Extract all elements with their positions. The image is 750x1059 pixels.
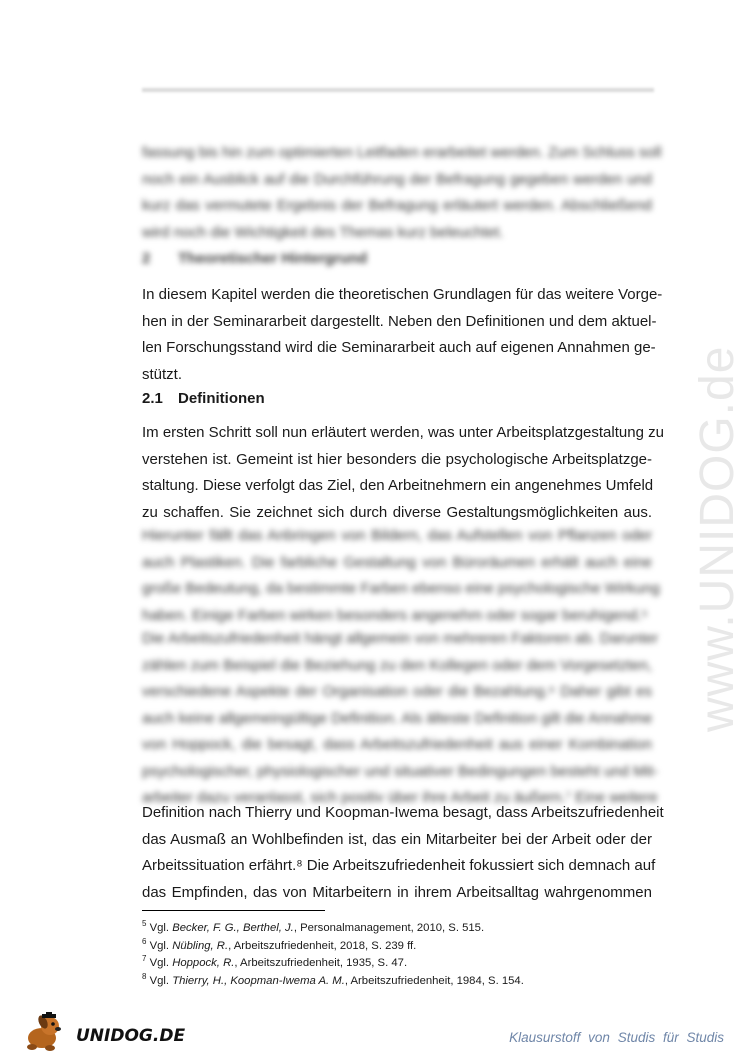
text-line: verstehen ist. Gemeint ist hier besonders die psychologische Arbeitsplatzge- (142, 450, 652, 468)
text-line: Arbeitssituation erfährt.⁸ Die Arbeitszufriedenheit fokussiert sich demnach auf (142, 857, 656, 874)
text-line: hen in der Seminararbeit dargestellt. Neben den Definitionen und dem aktuel- (142, 312, 657, 330)
text-line: stützt. (142, 365, 183, 383)
text-line: Die Arbeitszufriedenheit hängt allgemein von mehreren Faktoren ab. Darunter (142, 630, 659, 647)
footnote-rest: , Arbeitszufriedenheit, 1935, S. 47. (234, 957, 408, 969)
text-line: verschiedene Aspekte der Organisation oder die Bezahlung.⁶ Daher gibt es (142, 683, 652, 700)
text-line: das Empfinden, das von Mitarbeitern in ihrem Arbeitsalltag wahrgenommen (142, 883, 652, 901)
text-line: Im ersten Schritt soll nun erläutert werden, was unter Arbeitsplatzgestaltung zu (142, 424, 664, 441)
section-title: Theoretischer Hintergrund (178, 250, 368, 267)
text-line: kurz das vermutete Ergebnis der Befragung erläutert werden. Abschließend (142, 197, 652, 214)
footnote-rest: , Arbeitszufriedenheit, 1984, S. 154. (344, 974, 524, 987)
footnote-prefix: Vgl. (149, 974, 173, 987)
section-heading-2 (142, 250, 367, 267)
unidog-logo (20, 1012, 186, 1052)
watermark-text: www.UNIDOG.de (691, 345, 744, 732)
text-line: wird noch die Wichtigkeit des Themas kurz beleuchtet. (142, 223, 504, 241)
footnote (142, 955, 652, 973)
footnote-number: 6 (142, 936, 147, 946)
text-line: große Bedeutung, da bestimmte Farben ebenso eine psychologische Wirkung (142, 580, 660, 597)
footnote-author: Thierry, H., Koopman-Iwema A. M. (172, 974, 345, 987)
footnote-author: Nübling, R. (172, 939, 229, 952)
watermark (690, 282, 750, 732)
footer-tagline: Klausurstoff von Studis für Studis (509, 1030, 724, 1045)
blurred-intro-paragraph (142, 140, 662, 246)
text-line: von Hoppock, die besagt, dass Arbeitszufriedenheit aus einer Kombination (142, 736, 652, 753)
footnotes (142, 920, 652, 990)
text-line: auch keine allgemeingültige Definition. Als älteste Definition gilt die Annahme (142, 709, 653, 727)
text-line: Definition nach Thierry und Koopman-Iwema besagt, dass Arbeitszufriedenheit (142, 804, 664, 821)
text-line: haben. Einige Farben wirken besonders angenehm oder sogar beruhigend.⁵ (142, 606, 648, 624)
blurred-definition-paragraph (142, 523, 660, 629)
text-line: arbeiter dazu veranlasst, sich positiv über ihre Arbeit zu äußern.⁷ Eine weitere (142, 789, 658, 806)
logo-text: UNIDOG.DE (76, 1026, 186, 1046)
text-line: len Forschungsstand wird die Seminararbeit auch auf eigenen Annahmen ge- (142, 339, 656, 356)
thierry-paragraph (142, 800, 664, 906)
blurred-satisfaction-paragraph (142, 626, 659, 812)
footnote-rule (142, 910, 325, 911)
section-number: 2.1 (142, 390, 163, 407)
footnote-author: Hoppock, R. (172, 957, 235, 969)
text-line: psychologischer, physiologischer und situativer Bedingungen besteht und Mit- (142, 762, 659, 780)
footnote (142, 973, 652, 991)
header-rule (142, 88, 654, 92)
text-line: zu schaffen. Sie zeichnet sich durch diverse Gestaltungsmöglichkeiten aus. (142, 503, 652, 521)
text-line: Hierunter fällt das Anbringen von Bildern, das Aufstellen von Pflanzen oder (142, 527, 652, 544)
section-heading-2-1 (142, 390, 265, 407)
theory-paragraph (142, 282, 663, 388)
text-line: zählen zum Beispiel die Beziehung zu den Kollegen oder dem Vorgesetzten, (142, 656, 652, 674)
footnote-author: Becker, F. G., Berthel, J. (172, 922, 294, 934)
text-line: In diesem Kapitel werden die theoretischen Grundlagen für das weitere Vorge- (142, 286, 663, 303)
footnote-prefix: Vgl. (149, 957, 173, 969)
text-line: fassung bis hin zum optimierten Leitfaden erarbeitet werden. Zum Schluss soll (142, 144, 662, 161)
section-number: 2 (142, 250, 151, 267)
definition-paragraph (142, 420, 664, 526)
section-title: Definitionen (178, 390, 265, 407)
footnote-number: 8 (142, 971, 147, 981)
footnote-number: 5 (142, 919, 147, 929)
footnote (142, 938, 652, 956)
footnote-number: 7 (142, 954, 147, 964)
text-line: das Ausmaß an Wohlbefinden ist, das ein Mitarbeiter bei der Arbeit oder der (142, 830, 652, 848)
dog-icon (20, 1012, 76, 1052)
footnote-rest: , Personalmanagement, 2010, S. 515. (293, 922, 485, 934)
text-line: auch Plastiken. Die farbliche Gestaltung von Büroräumen erhält auch eine (142, 553, 652, 571)
text-line: staltung. Diese verfolgt das Ziel, den Arbeitnehmern ein angenehmes Umfeld (142, 477, 654, 494)
footnote-prefix: Vgl. (149, 922, 173, 934)
footnote (142, 920, 652, 938)
footnote-prefix: Vgl. (149, 939, 173, 952)
text-line: noch ein Ausblick auf die Durchführung der Befragung gegeben werden und (142, 170, 652, 188)
footnote-rest: , Arbeitszufriedenheit, 2018, S. 239 ff. (228, 939, 417, 952)
